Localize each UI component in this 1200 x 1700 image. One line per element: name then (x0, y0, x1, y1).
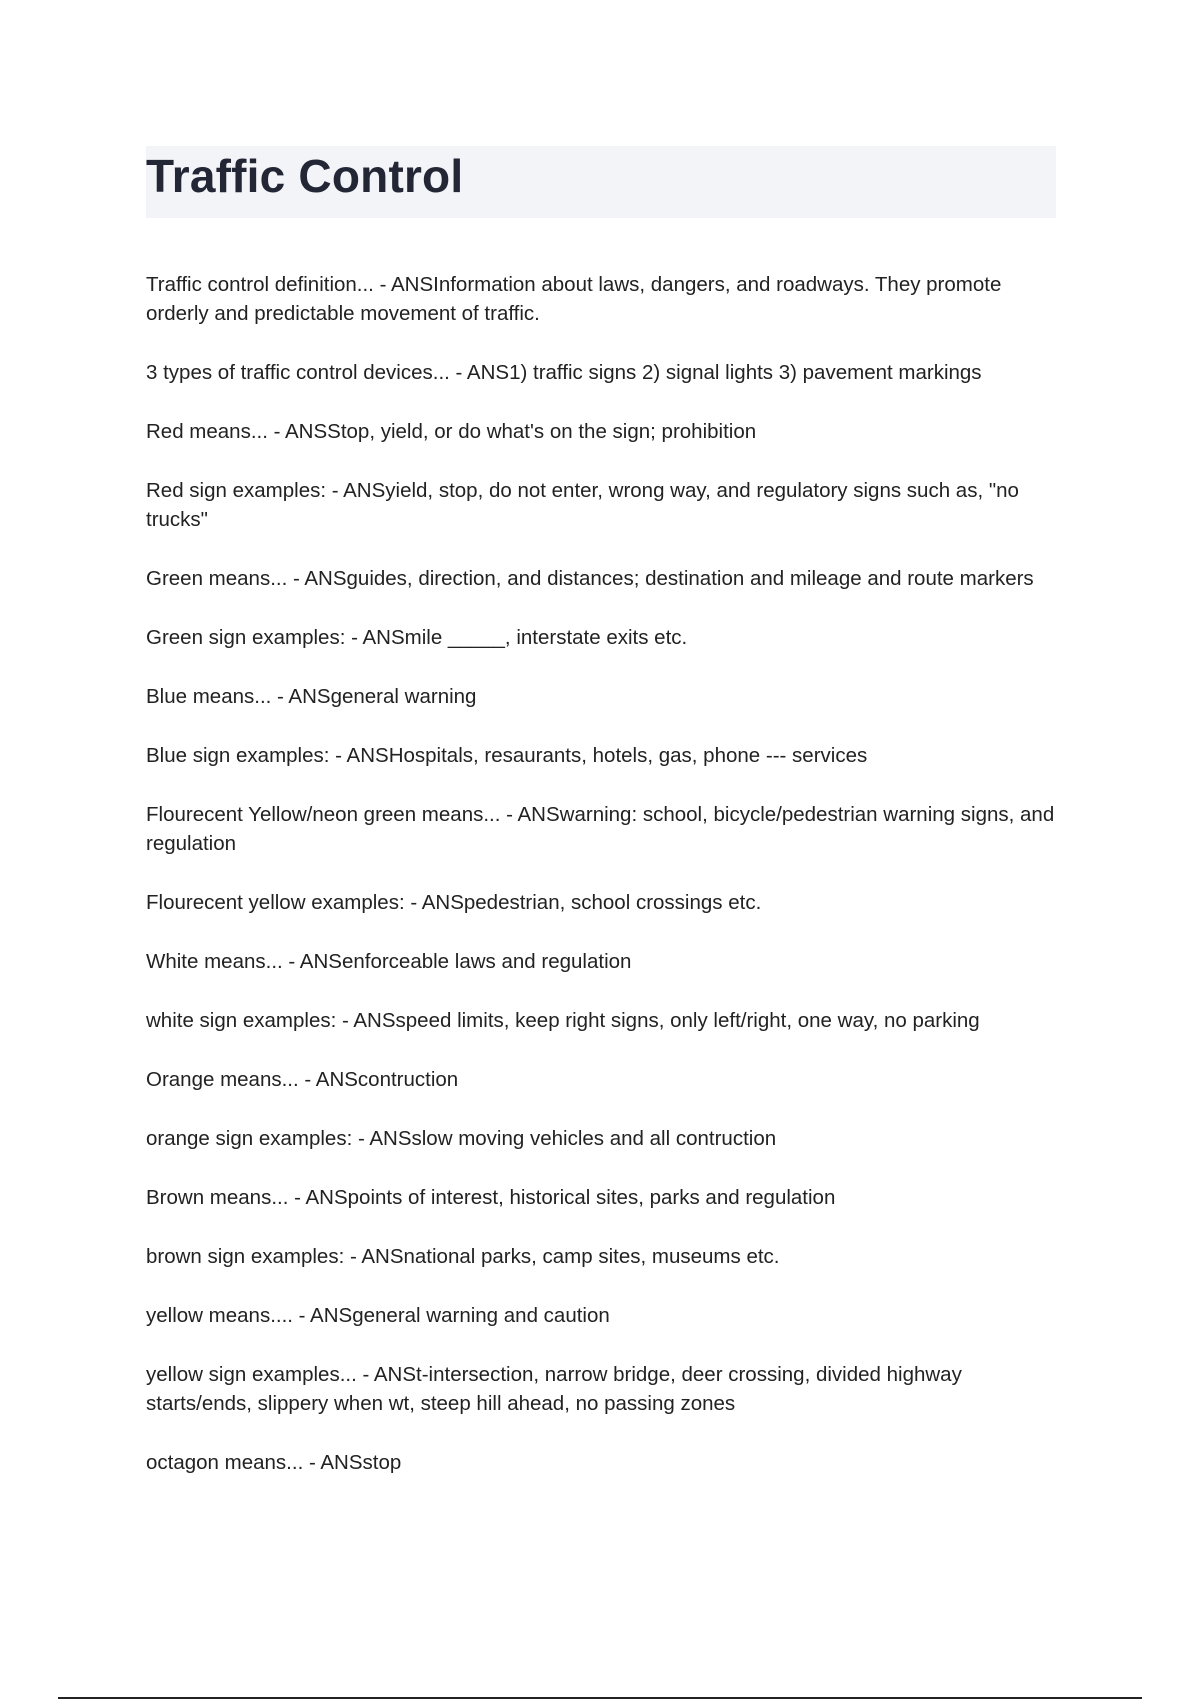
page-title: Traffic Control (146, 150, 464, 202)
list-item: Green means... - ANSguides, direction, and distances; destination and mileage and route markers (146, 567, 1034, 590)
list-item: White means... - ANSenforceable laws and regulation (146, 950, 632, 973)
list-item: Flourecent Yellow/neon green means... - ANSwarning: school, bicycle/pedestrian warning signs, and regulation (146, 803, 1060, 855)
list-item: octagon means... - ANSstop (146, 1451, 402, 1474)
list-item: Red sign examples: - ANSyield, stop, do not enter, wrong way, and regulatory signs such as, "no trucks" (146, 479, 1025, 531)
list-item: orange sign examples: - ANSslow moving vehicles and all contruction (146, 1127, 777, 1150)
list-item: Blue sign examples: - ANSHospitals, resaurants, hotels, gas, phone --- services (146, 744, 868, 767)
list-item: Green sign examples: - ANSmile _____, interstate exits etc. (146, 626, 688, 649)
title-banner (146, 146, 1056, 218)
list-item: Brown means... - ANSpoints of interest, historical sites, parks and regulation (146, 1186, 836, 1209)
list-item: 3 types of traffic control devices... - ANS1) traffic signs 2) signal lights 3) pavement markings (146, 361, 982, 384)
list-item: Red means... - ANSStop, yield, or do what's on the sign; prohibition (146, 420, 757, 443)
list-item: Orange means... - ANScontruction (146, 1068, 459, 1091)
list-item: Blue means... - ANSgeneral warning (146, 685, 477, 708)
list-item: yellow means.... - ANSgeneral warning and caution (146, 1304, 610, 1327)
footer-divider (58, 1697, 1142, 1699)
qa-list (146, 270, 1066, 1507)
list-item: Traffic control definition... - ANSInformation about laws, dangers, and roadways. They promote orderly and predictable movement of traffic. (146, 273, 1008, 325)
list-item: yellow sign examples... - ANSt-intersection, narrow bridge, deer crossing, divided highway starts/ends, slippery when wt, steep hill ahead, no passing zones (146, 1363, 968, 1415)
list-item: brown sign examples: - ANSnational parks, camp sites, museums etc. (146, 1245, 780, 1268)
list-item: white sign examples: - ANSspeed limits, keep right signs, only left/right, one way, no parking (146, 1009, 980, 1032)
list-item: Flourecent yellow examples: - ANSpedestrian, school crossings etc. (146, 891, 762, 914)
